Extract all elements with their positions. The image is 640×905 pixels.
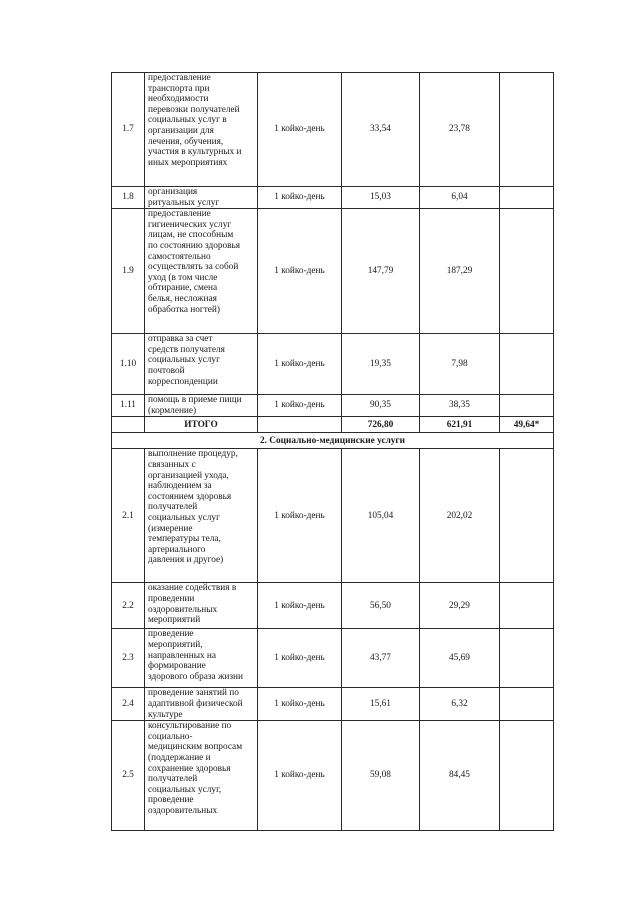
value-2: 23,78 <box>420 73 500 187</box>
service-name-line: обработка ногтей) <box>148 304 220 315</box>
row-number: 1.11 <box>112 395 145 417</box>
unit-of-service: 1 койко-день <box>258 395 342 417</box>
services-tariff-table <box>111 72 554 831</box>
service-name-line: самостоятельно <box>148 251 211 262</box>
service-name-line: социально- <box>148 731 193 742</box>
total-value-2: 621,91 <box>420 417 500 433</box>
service-name-line: проведение <box>148 795 194 806</box>
value-1: 33,54 <box>342 73 420 187</box>
service-name-line: почтовой <box>148 365 185 376</box>
value-2: 45,69 <box>420 629 500 688</box>
service-name <box>145 583 258 629</box>
service-name-line: по состоянию здоровья <box>148 240 241 251</box>
value-2: 6,04 <box>420 187 500 209</box>
unit-of-service: 1 койко-день <box>258 73 342 187</box>
row-number: 1.7 <box>112 73 145 187</box>
total-value-1: 726,80 <box>342 417 420 433</box>
service-name-line: социальных услуг в <box>148 115 227 126</box>
service-name-line: выполнение процедур, <box>148 449 238 460</box>
value-3 <box>500 721 554 831</box>
service-name-line: (поддержание и <box>148 752 211 763</box>
value-2: 7,98 <box>420 334 500 395</box>
table-row <box>112 629 554 688</box>
service-name-line: медицинским вопросам <box>148 742 243 753</box>
unit-of-service: 1 койко-день <box>258 583 342 629</box>
service-name-line: здорового образа жизни <box>148 671 244 682</box>
table-row <box>112 187 554 209</box>
table-row <box>112 395 554 417</box>
value-3 <box>500 449 554 583</box>
service-name-line: мероприятий, <box>148 639 203 650</box>
service-name-line: предоставление <box>148 73 211 83</box>
service-name-line: оздоровительных <box>148 604 218 615</box>
row-number: 2.5 <box>112 721 145 831</box>
service-name-line: связанных с <box>148 459 196 470</box>
service-name-line: формирование <box>148 661 206 672</box>
unit-of-service: 1 койко-день <box>258 449 342 583</box>
service-name-line: оказание содействия в <box>148 583 237 594</box>
service-name-line: сохранение здоровья <box>148 763 231 774</box>
unit-of-service: 1 койко-день <box>258 209 342 334</box>
section-1-total <box>112 417 554 449</box>
service-name-line: транспорта при <box>148 83 210 94</box>
service-name-line: перевозки получателей <box>148 104 240 115</box>
service-name-line: консультирование по <box>148 721 232 732</box>
service-name-line: осуществлять за собой <box>148 262 239 273</box>
total-row <box>112 417 554 433</box>
service-name-line: уход (в том числе <box>148 272 218 283</box>
service-name-line: проведение <box>148 629 194 640</box>
service-name-line: артериального <box>148 544 206 555</box>
service-name-line: направленных на <box>148 650 217 661</box>
service-name-line: организацией ухода, <box>148 470 229 481</box>
service-name <box>145 73 258 187</box>
service-name-line: получателей <box>148 502 198 513</box>
service-name <box>145 721 258 831</box>
service-name-line: проведение занятий по <box>148 688 239 699</box>
service-name-line: средств получателя <box>148 344 225 355</box>
total-label: ИТОГО <box>145 417 258 433</box>
value-3 <box>500 629 554 688</box>
section-2-title: 2. Социально-медицинские услуги <box>112 433 554 449</box>
service-name-line: организация <box>148 187 198 197</box>
service-name-line: лечения, обучения, <box>148 136 224 147</box>
section-2-rows <box>112 449 554 831</box>
value-2: 84,45 <box>420 721 500 831</box>
row-number: 2.2 <box>112 583 145 629</box>
value-1: 147,79 <box>342 209 420 334</box>
unit-of-service: 1 койко-день <box>258 187 342 209</box>
section-2-header-row <box>112 433 554 449</box>
service-name-line: получателей <box>148 774 198 785</box>
table-row <box>112 449 554 583</box>
row-number: 2.1 <box>112 449 145 583</box>
value-1: 90,35 <box>342 395 420 417</box>
service-name-line: мероприятий <box>148 615 201 626</box>
value-2: 202,02 <box>420 449 500 583</box>
table-row <box>112 721 554 831</box>
total-num-cell <box>112 417 145 433</box>
value-3 <box>500 395 554 417</box>
service-name-line: социальных услуг <box>148 355 220 366</box>
service-name <box>145 629 258 688</box>
service-name <box>145 334 258 395</box>
value-2: 6,32 <box>420 688 500 721</box>
service-name-line: ритуальных услуг <box>148 197 220 208</box>
service-name-line: белья, несложная <box>148 293 217 304</box>
row-number: 1.10 <box>112 334 145 395</box>
row-number: 1.8 <box>112 187 145 209</box>
unit-of-service: 1 койко-день <box>258 721 342 831</box>
value-2: 29,29 <box>420 583 500 629</box>
value-1: 59,08 <box>342 721 420 831</box>
value-1: 43,77 <box>342 629 420 688</box>
row-number: 1.9 <box>112 209 145 334</box>
table-row <box>112 583 554 629</box>
section-1-rows <box>112 73 554 417</box>
service-name-line: участия в культурных и <box>148 147 242 158</box>
service-name-line: социальных услуг <box>148 512 220 523</box>
total-unit-cell <box>258 417 342 433</box>
value-1: 19,35 <box>342 334 420 395</box>
service-name-line: культуре <box>148 709 183 720</box>
value-1: 15,03 <box>342 187 420 209</box>
service-name-line: (кормление) <box>148 405 197 416</box>
service-name-line: температуры тела, <box>148 534 221 545</box>
service-name-line: отправка за счет <box>148 334 213 345</box>
service-name-line: (измерение <box>148 523 193 534</box>
service-name-line: иных мероприятиях <box>148 157 228 168</box>
service-name-line: корреспонденции <box>148 376 218 387</box>
table-row <box>112 334 554 395</box>
service-name-line: помощь в приеме пищи <box>148 395 242 406</box>
table-row <box>112 688 554 721</box>
service-name <box>145 187 258 209</box>
service-name-line: необходимости <box>148 94 209 105</box>
value-1: 15,61 <box>342 688 420 721</box>
value-1: 56,50 <box>342 583 420 629</box>
value-3 <box>500 187 554 209</box>
value-3 <box>500 334 554 395</box>
row-number: 2.3 <box>112 629 145 688</box>
table-row <box>112 73 554 187</box>
table-row <box>112 209 554 334</box>
service-name-line: наблюдением за <box>148 481 212 492</box>
service-name <box>145 395 258 417</box>
service-name-line: предоставление <box>148 209 211 220</box>
service-name-line: обтирание, смена <box>148 283 218 294</box>
value-3 <box>500 73 554 187</box>
service-name-line: социальных услуг, <box>148 784 222 795</box>
unit-of-service: 1 койко-день <box>258 688 342 721</box>
value-2: 38,35 <box>420 395 500 417</box>
service-name-line: оздоровительных <box>148 805 218 816</box>
service-name-line: лицам, не способным <box>148 230 234 241</box>
service-name-line: состоянием здоровья <box>148 491 232 502</box>
service-name <box>145 209 258 334</box>
service-name-line: организации для <box>148 125 214 136</box>
value-3 <box>500 688 554 721</box>
value-1: 105,04 <box>342 449 420 583</box>
unit-of-service: 1 койко-день <box>258 629 342 688</box>
service-name-line: адаптивной физической <box>148 698 243 709</box>
total-value-3: 49,64* <box>500 417 554 433</box>
service-name <box>145 688 258 721</box>
value-3 <box>500 583 554 629</box>
service-name-line: давления и другое) <box>148 555 224 566</box>
row-number: 2.4 <box>112 688 145 721</box>
service-name-line: проведении <box>148 593 195 604</box>
unit-of-service: 1 койко-день <box>258 334 342 395</box>
service-name-line: гигиенических услуг <box>148 219 232 230</box>
value-2: 187,29 <box>420 209 500 334</box>
service-name <box>145 449 258 583</box>
value-3 <box>500 209 554 334</box>
